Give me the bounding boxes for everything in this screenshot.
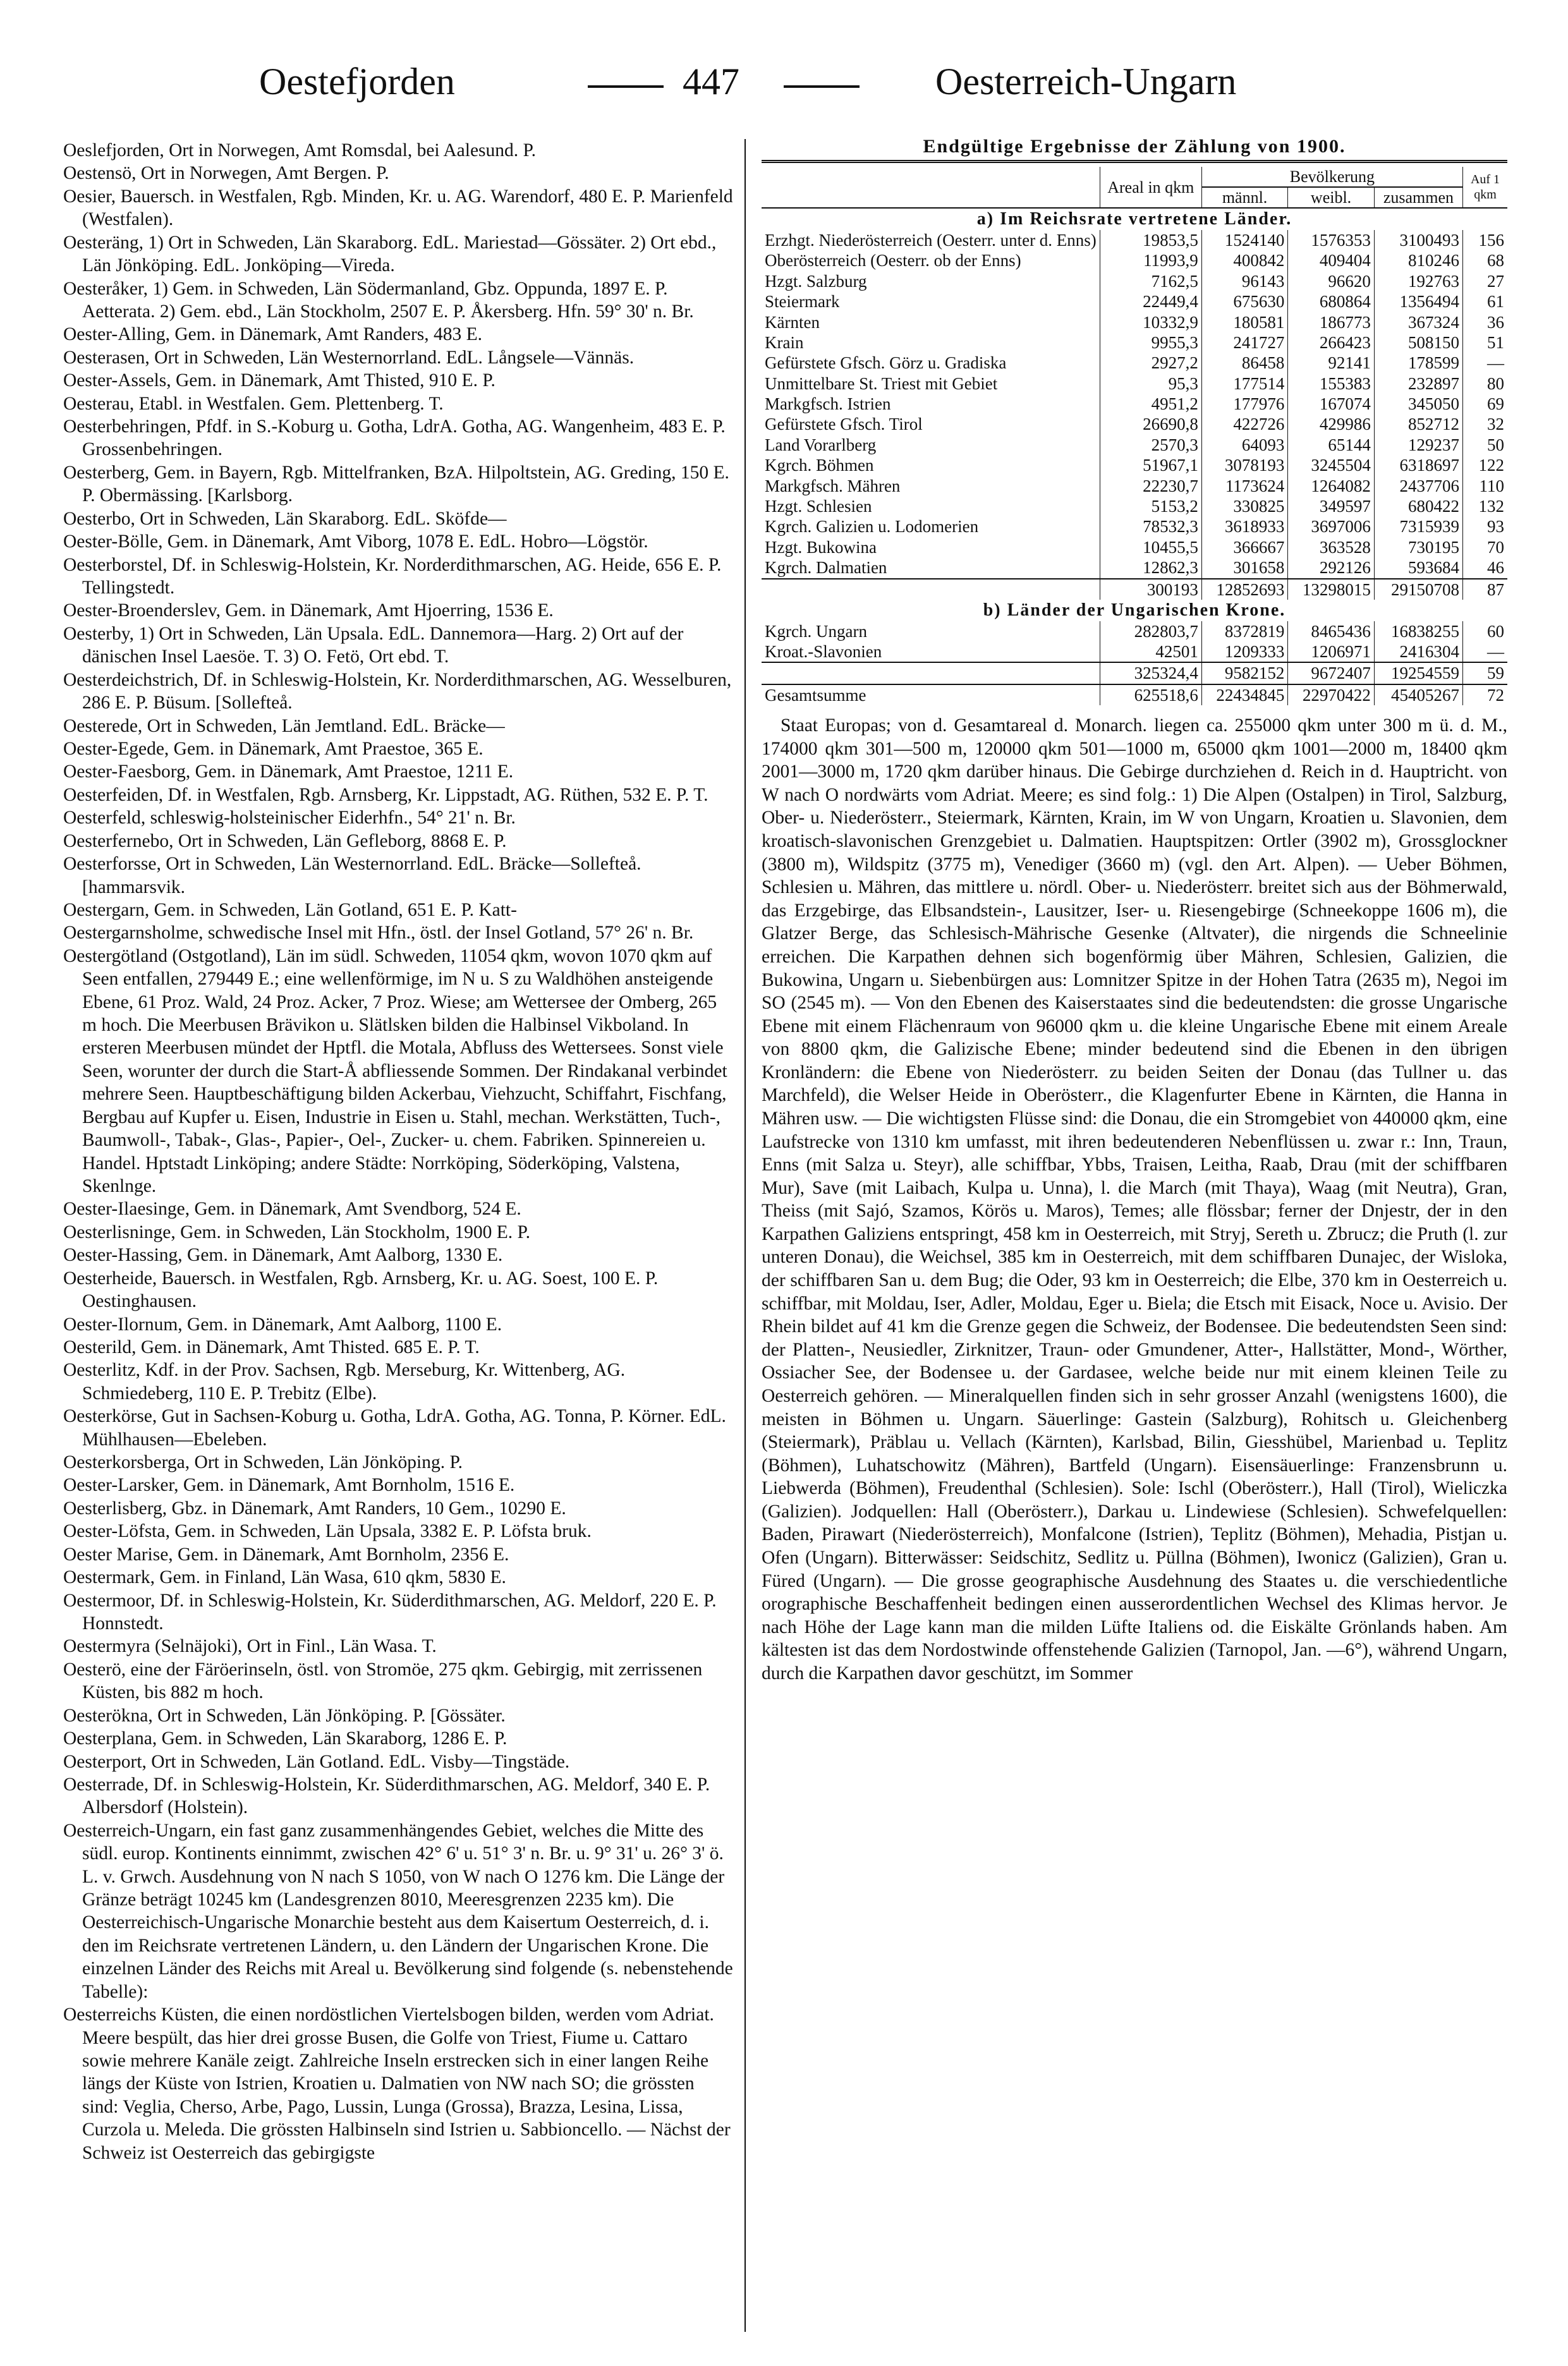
cell-density: 93: [1463, 516, 1508, 537]
table-row: [762, 373, 1507, 394]
cell-maennl: 1524140: [1201, 230, 1288, 250]
row-name: Kgrch. Ungarn: [765, 621, 867, 641]
row-name: Kgrch. Dalmatien: [765, 558, 887, 578]
cell-maennl: 64093: [1201, 435, 1288, 455]
table-row: [762, 353, 1507, 373]
cell-maennl: 366667: [1201, 537, 1288, 557]
cell-zusammen: 2416304: [1374, 641, 1462, 662]
left-entry: Oesterkörse, Gut in Sachsen-Koburg u. Gotha, LdrA. Gotha, AG. Tonna, P. Körner. EdL. Mühlhausen—Ebeleben.: [63, 1406, 726, 1450]
cell-density: 50: [1463, 435, 1508, 455]
header-dash-right: [784, 85, 860, 88]
left-entry: Oester-Larsker, Gem. in Dänemark, Amt Bornholm, 1516 E.: [63, 1475, 515, 1496]
left-entry: Oesterreichs Küsten, die einen nordöstlichen Viertelsbogen bilden, werden vom Adriat. Meere bespült, das hier drei grosse Busen, die Golfe von Triest, Fiume u. Cattaro sowie mehrere Kanäle zeigt. Zahlreiche Inseln erstrecken sich in einer langen Reihe längs der Küste von Istrien, Kroatien u. Dalmatien von NW nach SO; die grössten sind: Veglia, Cherso, Arbe, Pago, Lussin, Lunga (Grossa), Brazza, Lesina, Lissa, Curzola u. Meleda. Die grössten Halbinseln sind Istrien u. Sabbioncello. — Nächst der Schweiz ist Oesterreich das gebirgigste: [63, 2005, 731, 2163]
sum-row: [762, 579, 1507, 600]
left-entry: Oester-Ilornum, Gem. in Dänemark, Amt Aalborg, 1100 E.: [63, 1314, 502, 1335]
right-column: [762, 136, 1507, 2335]
cell-zusammen: 345050: [1374, 394, 1462, 414]
left-entry: Oester-Löfsta, Gem. in Schweden, Län Upsala, 3382 E. P. Löfsta bruk.: [63, 1521, 592, 1542]
left-entry: Oestermark, Gem. in Finland, Län Wasa, 610 qkm, 5830 E.: [63, 1567, 506, 1588]
cell-weibl: 429986: [1288, 414, 1375, 434]
cell-density: 110: [1463, 476, 1508, 496]
cell-areal: 300193: [1100, 579, 1201, 600]
cell-maennl: 180581: [1201, 312, 1288, 332]
left-entry: Oesterport, Ort in Schweden, Län Gotland. EdL. Visby—Tingstäde.: [63, 1751, 570, 1772]
left-entry: Oester-Egede, Gem. in Dänemark, Amt Praestoe, 365 E.: [63, 738, 483, 759]
cell-density: 61: [1463, 291, 1508, 312]
cell-zusammen: 367324: [1374, 312, 1462, 332]
cell-maennl: 9582152: [1201, 662, 1288, 684]
left-entry: Oesterrade, Df. in Schleswig-Holstein, Kr. Süderdithmarschen, AG. Meldorf, 340 E. P. Albersdorf (Holstein).: [63, 1774, 710, 1818]
section-label: b) Länder der Ungarischen Krone.: [983, 600, 1286, 620]
left-entry: Oester-Ilaesinge, Gem. in Dänemark, Amt Svendborg, 524 E.: [63, 1199, 521, 1220]
right-text: [762, 714, 1507, 1685]
cell-weibl: 409404: [1288, 250, 1375, 270]
left-entry: Oesterasen, Ort in Schweden, Län Westernorrland. EdL. Långsele—Vännäs.: [63, 347, 635, 368]
left-entry: Oester-Assels, Gem. in Dänemark, Amt Thisted, 910 E. P.: [63, 370, 495, 391]
row-name: [762, 579, 1100, 600]
col-country: [762, 167, 1100, 208]
cell-density: 122: [1463, 455, 1508, 475]
left-entry: Oesterbehringen, Pfdf. in S.-Koburg u. Gotha, LdrA. Gotha, AG. Wangenheim, 483 E. P. Grossenbehringen.: [63, 416, 726, 460]
left-entry: Oesteråker, 1) Gem. in Schweden, Län Södermanland, Gbz. Oppunda, 1897 E. P. Aetterata. 2) Gem. ebd., Län Stockholm, 2507 E. P. Åkersberg. Hfn. 59° 30' n. Br.: [63, 278, 694, 322]
cell-zusammen: 178599: [1374, 353, 1462, 373]
cell-zusammen: 192763: [1374, 271, 1462, 291]
cell-areal: 42501: [1100, 641, 1201, 662]
cell-areal: 9955,3: [1100, 332, 1201, 353]
cell-maennl: 1173624: [1201, 476, 1288, 496]
cell-maennl: 177976: [1201, 394, 1288, 414]
cell-maennl: 86458: [1201, 353, 1288, 373]
row-name: [762, 662, 1100, 684]
table-row: [762, 394, 1507, 414]
row-name: Kärnten: [765, 312, 820, 332]
cell-zusammen: 6318697: [1374, 455, 1462, 475]
cell-areal: 22230,7: [1100, 476, 1201, 496]
row-name: Markgfsch. Istrien: [765, 394, 891, 414]
table-row: [762, 496, 1507, 516]
cell-density: 32: [1463, 414, 1508, 434]
row-name: Kgrch. Galizien u. Lodomerien: [765, 517, 979, 537]
cell-maennl: 422726: [1201, 414, 1288, 434]
cell-weibl: 680864: [1288, 291, 1375, 312]
cell-areal: 625518,6: [1100, 684, 1201, 705]
left-entry: Oesterkorsberga, Ort in Schweden, Län Jönköping. P.: [63, 1452, 463, 1473]
left-entry: Oesterede, Ort in Schweden, Län Jemtland. EdL. Bräcke—: [63, 715, 505, 736]
cell-maennl: 96143: [1201, 271, 1288, 291]
row-name: Kgrch. Böhmen: [765, 456, 874, 475]
cell-density: 70: [1463, 537, 1508, 557]
cell-density: —: [1463, 641, 1508, 662]
row-name: Steiermark: [765, 292, 840, 312]
cell-weibl: 155383: [1288, 373, 1375, 394]
cell-zusammen: 508150: [1374, 332, 1462, 353]
cell-maennl: 3078193: [1201, 455, 1288, 475]
cell-density: —: [1463, 353, 1508, 373]
cell-weibl: 13298015: [1288, 579, 1375, 600]
left-entry: Oester Marise, Gem. in Dänemark, Amt Bornholm, 2356 E.: [63, 1544, 509, 1565]
table-row: [762, 230, 1507, 250]
row-name: Land Vorarlberg: [765, 435, 877, 454]
cell-weibl: 92141: [1288, 353, 1375, 373]
left-entry: Oester-Broenderslev, Gem. in Dänemark, Amt Hjoerring, 1536 E.: [63, 600, 554, 621]
left-entry: Oester-Bölle, Gem. in Dänemark, Amt Viborg, 1078 E. EdL. Hobro—Lögstör.: [63, 531, 648, 552]
col-maennl: männl.: [1201, 187, 1288, 208]
cell-density: 27: [1463, 271, 1508, 291]
cell-zusammen: 45405267: [1374, 684, 1462, 705]
left-entry: Oester-Alling, Gem. in Dänemark, Amt Randers, 483 E.: [63, 324, 483, 345]
cell-maennl: 3618933: [1201, 516, 1288, 537]
cell-areal: 282803,7: [1100, 621, 1201, 641]
left-entry: Oesterö, eine der Färöerinseln, östl. von Stromöe, 275 qkm. Gebirgig, mit zerrissenen Küsten, bis 882 m hoch.: [63, 1659, 703, 1703]
left-entry: Oesterfeld, schleswig-holsteinischer Eiderhfn., 54° 21' n. Br.: [63, 808, 516, 828]
cell-density: 87: [1463, 579, 1508, 600]
cell-weibl: 292126: [1288, 557, 1375, 578]
cell-areal: 22449,4: [1100, 291, 1201, 312]
table-row: [762, 250, 1507, 270]
cell-areal: 4951,2: [1100, 394, 1201, 414]
left-entry: Oester-Hassing, Gem. in Dänemark, Amt Aalborg, 1330 E.: [63, 1245, 503, 1266]
table-row: [762, 641, 1507, 662]
table-row: [762, 414, 1507, 434]
table-row: [762, 312, 1507, 332]
cell-maennl: 177514: [1201, 373, 1288, 394]
left-entry: Oesterlisberg, Gbz. in Dänemark, Amt Randers, 10 Gem., 10290 E.: [63, 1498, 566, 1519]
left-entry: Oestermoor, Df. in Schleswig-Holstein, Kr. Süderdithmarschen, AG. Meldorf, 220 E. P. Honnstedt.: [63, 1590, 717, 1634]
cell-areal: 10455,5: [1100, 537, 1201, 557]
cell-maennl: 400842: [1201, 250, 1288, 270]
cell-areal: 5153,2: [1100, 496, 1201, 516]
row-name: Erzhgt. Niederösterreich (Oesterr. unter d. Enns): [765, 230, 1097, 250]
sum-row: [762, 662, 1507, 684]
row-name: Kroat.-Slavonien: [765, 641, 882, 661]
left-entry: Oestensö, Ort in Norwegen, Amt Bergen. P.: [63, 163, 389, 184]
cell-areal: 10332,9: [1100, 312, 1201, 332]
cell-maennl: 22434845: [1201, 684, 1288, 705]
table-row: [762, 621, 1507, 641]
cell-zusammen: 29150708: [1374, 579, 1462, 600]
page-number: 447: [683, 61, 739, 102]
left-entry: Oesterökna, Ort in Schweden, Län Jönköping. P. [Gössäter.: [63, 1705, 506, 1726]
cell-density: 51: [1463, 332, 1508, 353]
cell-zusammen: 19254559: [1374, 662, 1462, 684]
cell-maennl: 12852693: [1201, 579, 1288, 600]
cell-zusammen: 730195: [1374, 537, 1462, 557]
cell-areal: 51967,1: [1100, 455, 1201, 475]
cell-areal: 26690,8: [1100, 414, 1201, 434]
cell-density: 72: [1463, 684, 1508, 705]
table-row: [762, 476, 1507, 496]
left-entry: Oesterau, Etabl. in Westfalen. Gem. Plettenberg. T.: [63, 393, 444, 414]
cell-areal: 2927,2: [1100, 353, 1201, 373]
cell-zusammen: 593684: [1374, 557, 1462, 578]
table-row: [762, 291, 1507, 312]
left-column: [63, 139, 733, 2332]
row-name: Markgfsch. Mähren: [765, 476, 901, 495]
cell-zusammen: 7315939: [1374, 516, 1462, 537]
cell-zusammen: 680422: [1374, 496, 1462, 516]
table-section-heading: [762, 208, 1507, 230]
cell-areal: 95,3: [1100, 373, 1201, 394]
cell-density: 46: [1463, 557, 1508, 578]
total-row: [762, 684, 1507, 705]
cell-maennl: 330825: [1201, 496, 1288, 516]
cell-weibl: 9672407: [1288, 662, 1375, 684]
table-row: [762, 435, 1507, 455]
column-divider: [744, 139, 746, 2332]
cell-areal: 11993,9: [1100, 250, 1201, 270]
row-name: Oberösterreich (Oesterr. ob der Enns): [765, 251, 1021, 270]
left-entry: Oeslefjorden, Ort in Norwegen, Amt Romsdal, bei Aalesund. P.: [63, 140, 537, 161]
cell-weibl: 3245504: [1288, 455, 1375, 475]
cell-zusammen: 2437706: [1374, 476, 1462, 496]
left-entry: Oesterheide, Bauersch. in Westfalen, Rgb. Arnsberg, Kr. u. AG. Soest, 100 E. P. Oestinghausen.: [63, 1268, 659, 1312]
table-row: [762, 557, 1507, 578]
cell-weibl: 1206971: [1288, 641, 1375, 662]
col-density: Auf 1 qkm: [1463, 167, 1508, 208]
table-row: [762, 516, 1507, 537]
population-table: [762, 167, 1507, 705]
cell-weibl: 96620: [1288, 271, 1375, 291]
cell-zusammen: 232897: [1374, 373, 1462, 394]
table-row: [762, 271, 1507, 291]
cell-areal: 78532,3: [1100, 516, 1201, 537]
left-entry: Oestergarn, Gem. in Schweden, Län Gotland, 651 E. P. Katt-: [63, 899, 517, 920]
cell-zusammen: 3100493: [1374, 230, 1462, 250]
cell-weibl: 8465436: [1288, 621, 1375, 641]
right-paragraph: Staat Europas; von d. Gesamtareal d. Monarch. liegen ca. 255000 qkm unter 300 m ü. d. M., 174000 qkm 301—500 m, 120000 qkm 501—1000 m, 65000 qkm 1001—2000 m, 18400 qkm 2001—3000 m, 1720 qkm darüber hinaus. Die Gebirge durchziehen d. Reich in d. Hauptricht. von W nach O nordwärts vom Adriat. Meere; es sind folg.: 1) Die Alpen (Ostalpen) in Tirol, Salzburg, Ober- u. Niederösterr., Steiermark, Kärnten, Krain, im W von Ungarn, Kroatien u. Slavonien, dem kroatisch-slavonischen Grenzgebiet u. Dalmatien. Hauptspitzen: Ortler (3902 m), Grossglockner (3800 m), Wildspitz (3775 m), Venediger (3660 m) (vgl. den Art. Alpen). — Ueber Böhmen, Schlesien u. Mähren, das mittlere u. nördl. Ober- u. Niederösterr. breitet sich aus der Böhmerwald, das Erzgebirge, das Elbsandstein-, Lausitzer, Iser- u. Riesengebirge (Schneekoppe 1606 m), die Glatzer Berge, das Schlesisch-Mährische Gesenke (Altvater), die nirgends die Schneelinie erreichen. Die Karpathen dehnen sich bogenförmig über Mähren, Schlesien, Galizien, die Bukowina, Ungarn u. Siebenbürgen aus: Lomnitzer Spitze in der Hohen Tatra (2635 m), Negoi im SO (2545 m). — Von den Ebenen des Kaiserstaates sind die bedeutendsten: die grosse Ungarische Ebene mit einem Flächenraum von 96000 qkm u. die kleine Ungarische Ebene mit einem Areale von 8800 qkm, die Galizische Ebene; minder bedeutend sind die Ebenen in den übrigen Kronländern: die Ebene von Niederösterr. zu beiden Seiten der Donau (das Tullner u. das Marchfeld), die Welser Heide in Oberösterr., die Klagenfurter Ebene in Kärnten, die Hanna in Mähren usw. — Die wichtigsten Flüsse sind: die Donau, die ein Stromgebiet von 440000 qkm, eine Laufstrecke von 1310 km umfasst, mit ihren bedeutenderen Nebenflüssen u. zwar r.: Inn, Traun, Enns (mit Salza u. Steyr), alle schiffbar, Ybbs, Traisen, Leitha, Raab, Drau (mit der schiffbaren Mur), Save (mit Laibach, Kulpa u. Unna), l. die March (mit Thaya), Waag (mit Neutra), Gran, Theiss (mit Sajó, Szamos, Körös u. Maros), Temes; alle flössbar; ferner der Dnjestr, der in den Karpathen Galiziens entspringt, 458 km in Oesterreich, mit Stryj, Sereth u. Zbrucz; die Pruth (l. zur unteren Donau), die Weichsel, 385 km in Oesterreich, mit dem schiffbaren Dunajec, der Wisloka, der schiffbaren San u. dem Bug; die Oder, 93 km in Oesterreich; die Elbe, 370 km in Oesterreich u. schiffbar, mit Moldau, Iser, Adler, Moldau, Eger u. Biela; die Etsch mit Eisack, Noce u. Avisio. Der Rhein bildet auf 41 km die Grenze gegen die Schweiz, der Bodensee. Die bedeutendsten Seen sind: der Platten-, Neusiedler, Zirknitzer, Traun- oder Gmundener, Atter-, Hallstätter, Mond-, Wörther, Ossiacher See, der Bodensee u. der Gardasee, welche beide nur mit einem kleinen Teile zu Oesterreich gehören. — Mineralquellen finden sich in sehr grosser Anzahl (wenigstens 1600), die meisten in Böhmen u. Ungarn. Säuerlinge: Gastein (Salzburg), Rohitsch u. Gleichenberg (Steiermark), Präblau u. Vellach (Kärnten), Karlsbad, Bilin, Giesshübel, Marienbad u. Teplitz (Böhmen), Luhatschowitz (Mähren), Bartfeld (Ungarn). Eisensäuerlinge: Franzensbrunn u. Liebwerda (Böhmen), Freudenthal (Schlesien). Sole: Ischl (Oberösterr.), Hall (Tirol), Wieliczka (Galizien). Jodquellen: Hall (Oberösterr.), Darkau u. Lindewiese (Schlesien). Schwefelquellen: Baden, Pirawart (Niederösterreich), Monfalcone (Istrien), Teplitz (Böhmen), Mehadia, Pistjan u. Ofen (Ungarn). Bitterwässer: Seidschitz, Sedlitz u. Püllna (Böhmen), Iwonicz (Galizien), Gran u. Füred (Ungarn). — Die grosse geographische Ausdehnung des Staates u. die verschiedentliche orographische Beschaffenheit bedingen einen ausserordentlichen Wechsel des Klimas hervor. Je nach Höhe der Lage kann man die milden Lüfte Italiens od. die Eiskälte Grönlands haben. Am kältesten ist das dem Nordostwinde offenstehende Galizien (Tarnopol, Jan. —6°), während Ungarn, durch die Karpathen davor geschützt, im Sommer: [762, 715, 1507, 1684]
cell-density: 36: [1463, 312, 1508, 332]
table-top-rule: [762, 160, 1507, 163]
cell-weibl: 1576353: [1288, 230, 1375, 250]
header-right-word: Oesterreich-Ungarn: [935, 61, 1237, 102]
left-entry: Oesterbo, Ort in Schweden, Län Skaraborg. EdL. Sköfde—: [63, 508, 507, 529]
cell-areal: 325324,4: [1100, 662, 1201, 684]
left-entry: Oesterborstel, Df. in Schleswig-Holstein, Kr. Norderdithmarschen, AG. Heide, 656 E. P. Tellingstedt.: [63, 554, 722, 598]
cell-density: 59: [1463, 662, 1508, 684]
left-entry: Oesterild, Gem. in Dänemark, Amt Thisted. 685 E. P. T.: [63, 1337, 480, 1357]
left-entry: Oesteräng, 1) Ort in Schweden, Län Skaraborg. EdL. Mariestad—Gössäter. 2) Ort ebd., Län Jönköping. EdL. Jonköping—Vireda.: [63, 232, 717, 276]
row-name: Hzgt. Salzburg: [765, 271, 867, 291]
row-name: Hzgt. Bukowina: [765, 537, 877, 557]
col-zusammen: zusammen: [1374, 187, 1462, 208]
col-bevoelkerung: Bevölkerung: [1201, 167, 1462, 187]
table-row: [762, 537, 1507, 557]
cell-areal: 7162,5: [1100, 271, 1201, 291]
cell-zusammen: 810246: [1374, 250, 1462, 270]
left-entry: Oesterfeiden, Df. in Westfalen, Rgb. Arnsberg, Kr. Lippstadt, AG. Rüthen, 532 E. P. T.: [63, 784, 708, 805]
row-name: Gefürstete Gfsch. Görz u. Gradiska: [765, 353, 1007, 373]
left-entry: Oester-Faesborg, Gem. in Dänemark, Amt Praestoe, 1211 E.: [63, 761, 514, 782]
cell-density: 156: [1463, 230, 1508, 250]
left-entry: Oesterfernebo, Ort in Schweden, Län Gefleborg, 8868 E. P.: [63, 830, 507, 851]
cell-zusammen: 129237: [1374, 435, 1462, 455]
left-entry: Oesterplana, Gem. in Schweden, Län Skaraborg, 1286 E. P.: [63, 1728, 507, 1749]
cell-weibl: 266423: [1288, 332, 1375, 353]
left-entry: Oestergötland (Ostgotland), Län im südl. Schweden, 11054 qkm, wovon 1070 qkm auf Seen entfallen, 279449 E.; eine wellenförmige, im N u. S zu Waldhöhen ansteigende Ebene, 61 Proz. Wald, 24 Proz. Acker, 7 Proz. Wiese; am Wettersee der Omberg, 265 m hoch. Die Meerbusen Brävikon u. Slätlsken bilden die Halbinsel Vikboland. In ersteren Meerbusen mündet der Hptfl. die Motala, Abfluss des Wettersees. Sonst viele Seen, worunter der durch die Start-Å abfliessende Sommen. Der Rindakanal verbindet mehrere Seen. Hauptbeschäftigung bilden Ackerbau, Viehzucht, Schiffahrt, Fischfang, Bergbau auf Kupfer u. Eisen, Industrie in Eisen u. Stahl, mechan. Werkstätten, Tuch-, Baumwoll-, Tabak-, Glas-, Papier-, Oel-, Zucker- u. chem. Fabriken. Spinnereien u. Handel. Hptstadt Linköping; andere Städte: Norrköping, Söderköping, Valstena, Skenlnge.: [63, 945, 727, 1196]
cell-weibl: 363528: [1288, 537, 1375, 557]
cell-weibl: 22970422: [1288, 684, 1375, 705]
table-row: [762, 332, 1507, 353]
cell-maennl: 675630: [1201, 291, 1288, 312]
cell-areal: 12862,3: [1100, 557, 1201, 578]
cell-maennl: 8372819: [1201, 621, 1288, 641]
row-name: Gesamtsumme: [762, 684, 1100, 705]
cell-density: 69: [1463, 394, 1508, 414]
cell-weibl: 167074: [1288, 394, 1375, 414]
header-left-word: Oestefjorden: [259, 61, 455, 102]
table-row: [762, 455, 1507, 475]
cell-zusammen: 16838255: [1374, 621, 1462, 641]
left-entry: Oesterby, 1) Ort in Schweden, Län Upsala. EdL. Dannemora—Harg. 2) Ort auf der dänischen Insel Laesöe. T. 3) O. Fetö, Ort ebd. T.: [63, 623, 684, 667]
row-name: Hzgt. Schlesien: [765, 497, 872, 516]
cell-density: 80: [1463, 373, 1508, 394]
cell-density: 132: [1463, 496, 1508, 516]
row-name: Unmittelbare St. Triest mit Gebiet: [765, 373, 998, 393]
left-entry: Oesterberg, Gem. in Bayern, Rgb. Mittelfranken, BzA. Hilpoltstein, AG. Greding, 150 E. P. Obermässing. [Karlsborg.: [63, 462, 729, 506]
row-name: Krain: [765, 332, 804, 352]
cell-density: 68: [1463, 250, 1508, 270]
left-entry: Oestergarnsholme, schwedische Insel mit Hfn., östl. der Insel Gotland, 57° 26' n. Br.: [63, 923, 694, 943]
page-header: [0, 60, 1568, 117]
cell-maennl: 301658: [1201, 557, 1288, 578]
row-name: Gefürstete Gfsch. Tirol: [765, 415, 923, 434]
cell-areal: 19853,5: [1100, 230, 1201, 250]
cell-areal: 2570,3: [1100, 435, 1201, 455]
left-entry: Oesier, Bauersch. in Westfalen, Rgb. Minden, Kr. u. AG. Warendorf, 480 E. P. Marienfeld (Westfalen).: [63, 186, 733, 230]
section-label: a) Im Reichsrate vertretene Länder.: [976, 209, 1292, 229]
left-entry: Oesterlisninge, Gem. in Schweden, Län Stockholm, 1900 E. P.: [63, 1222, 531, 1242]
cell-zusammen: 852712: [1374, 414, 1462, 434]
left-entry: Oesterforsse, Ort in Schweden, Län Westernorrland. EdL. Bräcke—Sollefteå. [hammarsvik.: [63, 854, 641, 897]
table-section-heading: [762, 600, 1507, 621]
cell-weibl: 65144: [1288, 435, 1375, 455]
col-weibl: weibl.: [1288, 187, 1375, 208]
cell-weibl: 349597: [1288, 496, 1375, 516]
left-entry: Oesterlitz, Kdf. in der Prov. Sachsen, Rgb. Merseburg, Kr. Wittenberg, AG. Schmiedeberg, 110 E. P. Trebitz (Elbe).: [63, 1360, 626, 1404]
cell-density: 60: [1463, 621, 1508, 641]
left-entry: Oesterdeichstrich, Df. in Schleswig-Holstein, Kr. Norderdithmarschen, AG. Wesselburen, 286 E. P. Büsum. [Sollefteå.: [63, 669, 732, 713]
cell-maennl: 241727: [1201, 332, 1288, 353]
left-entry: Oestermyra (Selnäjoki), Ort in Finl., Län Wasa. T.: [63, 1636, 437, 1657]
cell-weibl: 3697006: [1288, 516, 1375, 537]
table-title: Endgültige Ergebnisse der Zählung von 1900.: [923, 136, 1346, 157]
col-areal: Areal in qkm: [1100, 167, 1201, 208]
cell-weibl: 1264082: [1288, 476, 1375, 496]
left-entry: Oesterreich-Ungarn, ein fast ganz zusammenhängendes Gebiet, welches die Mitte des südl. europ. Kontinents einnimmt, zwischen 42° 6' u. 51° 3' n. Br. u. 9° 31' u. 26° 3' ö. L. v. Grwch. Ausdehnung von N nach S 1050, von W nach O 1276 km. Die Länge der Gränze beträgt 10245 km (Landesgrenzen 8010, Meeresgrenzen 2235 km). Die Oesterreichisch-Ungarische Monarchie besteht aus dem Kaisertum Oesterreich, d. i. den im Reichsrate vertretenen Ländern, u. den Ländern der Ungarischen Krone. Die einzelnen Länder des Reichs mit Areal u. Bevölkerung sind folgende (s. nebenstehende Tabelle):: [63, 1820, 733, 2002]
cell-weibl: 186773: [1288, 312, 1375, 332]
header-dash-left: [588, 85, 664, 88]
cell-zusammen: 1356494: [1374, 291, 1462, 312]
cell-maennl: 1209333: [1201, 641, 1288, 662]
